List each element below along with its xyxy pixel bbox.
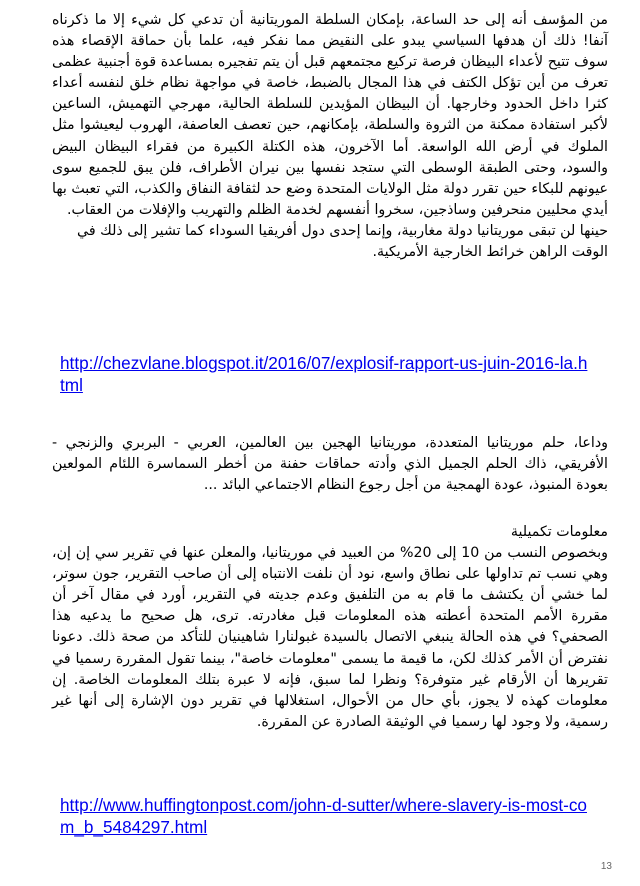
- additional-info-paragraph: وبخصوص النسب من 10 إلى 20% من العبيد في موريتانيا، والمعلن عنها في تقرير سي إن إن، وهي نسب تم تداولها على نطاق واسع، نود أن نلفت الانتباه إلى أن صاحب التقرير، جون سوتر، لما خشي أن يكتشف ما قام به من التلفيق وعدم جديته في التقرير، أورد في مقال آخر أن مقررة الأمم المتحدة أعطته هذه المعلومات قبل مغادرته. ترى، هل صحيح ما يدعيه هذا الصحفي؟ في هذه الحالة ينبغي الاتصال بالسيدة غبولنارا شاهينيان للتأكد من صحة ذلك. دعونا نفترض أن الأمر كذلك لكن، ما قيمة ما يسمى "معلومات خاصة"، بينما تقول المقررة رسميا في تقريرها أن الأرقام غير متوفرة؟ ونظرا لما سبق، فإنه لا عبرة بتلك المعلومات الخاصة. إن معلومات كهذه لا يجوز، بأي حال من الأحوال، استغلالها في تقرير دون الإشارة إلى أنها غير رسمية، ولا وجود لها رسميا في الوثيقة الصادرة عن المقررة.: [52, 545, 609, 730]
- section-farewell: [52, 433, 608, 496]
- intro-closing-paragraph: حينها لن تبقى موريتانيا دولة مغاربية، وإنما إحدى دول أفريقيا السوداء كما تشير إلى ذلك في الوقت الراهن خرائط الخارجية الأمريكية.: [77, 222, 608, 261]
- source-link-huffingtonpost[interactable]: http://www.huffingtonpost.com/john-d-sutter/where-slavery-is-most-com_b_5484297.html: [60, 795, 587, 837]
- farewell-paragraph: وداعا، حلم موريتانيا المتعددة، موريتانيا الهجين بين العالمين، العربي - البربري والزنجي - الأفريقي، ذاك الحلم الجميل الذي وأدته حماقات حفنة من أخطر السماسرة اللئام المولعين بعودة المنبوذ، عودة الهمجية من أجل رجوع النظام الاجتماعي البائد ...: [52, 435, 608, 494]
- page-number: 13: [600, 861, 612, 872]
- intro-paragraph: من المؤسف أنه إلى حد الساعة، بإمكان السلطة الموريتانية أن تدعي كل شيء إلا ما ذكرناه آنفا! ذلك أن هدفها السياسي يبدو على النقيض مما نفكر فيه، علما بأن حماقة الإقصاء هذه سوف تتيح لأعداء البيظان فرصة تركيع مجتمعهم قبل أن يتم تفجيره بمساعدة قوة أجنبية عظمى تعرف من أين تؤكل الكتف في هذا المجال بالضبط، خاصة في مواجهة نظام خلق لنفسه أعداء كثرا داخل الحدود وخارجها. أن البيظان المؤيدين للسلطة الحالية، مهرجي التهميش، الساعين لأكبر استفادة ممكنة من الثروة والسلطة، بإمكانهم، حين تعصف العاصفة، الهروب ليعيشوا مثل الملوك في أرض الله الواسعة. أما الآخرون، هذه الكتلة الكبيرة من فقراء البيظان البيض والسود، وحتى الطبقة الوسطى التي ستجد نفسها بين نيران الأطراف، فلن يبق للجميع سوى عيونهم للبكاء حين تقرر دولة مثل الولايات المتحدة وضع حد لثقافة النفاق والكذب، التي تعبث بها أيدي محليين منحرفين وساذجين، سخروا أنفسهم لخدمة الظلم والتهريب والإفلات من العقاب.: [52, 12, 608, 218]
- section-intro: [52, 10, 608, 263]
- source-link-chezvlane[interactable]: http://chezvlane.blogspot.it/2016/07/explosif-rapport-us-juin-2016-la.html: [60, 353, 588, 395]
- section-additional-info: [52, 522, 608, 733]
- section-heading: معلومات تكميلية: [510, 524, 608, 540]
